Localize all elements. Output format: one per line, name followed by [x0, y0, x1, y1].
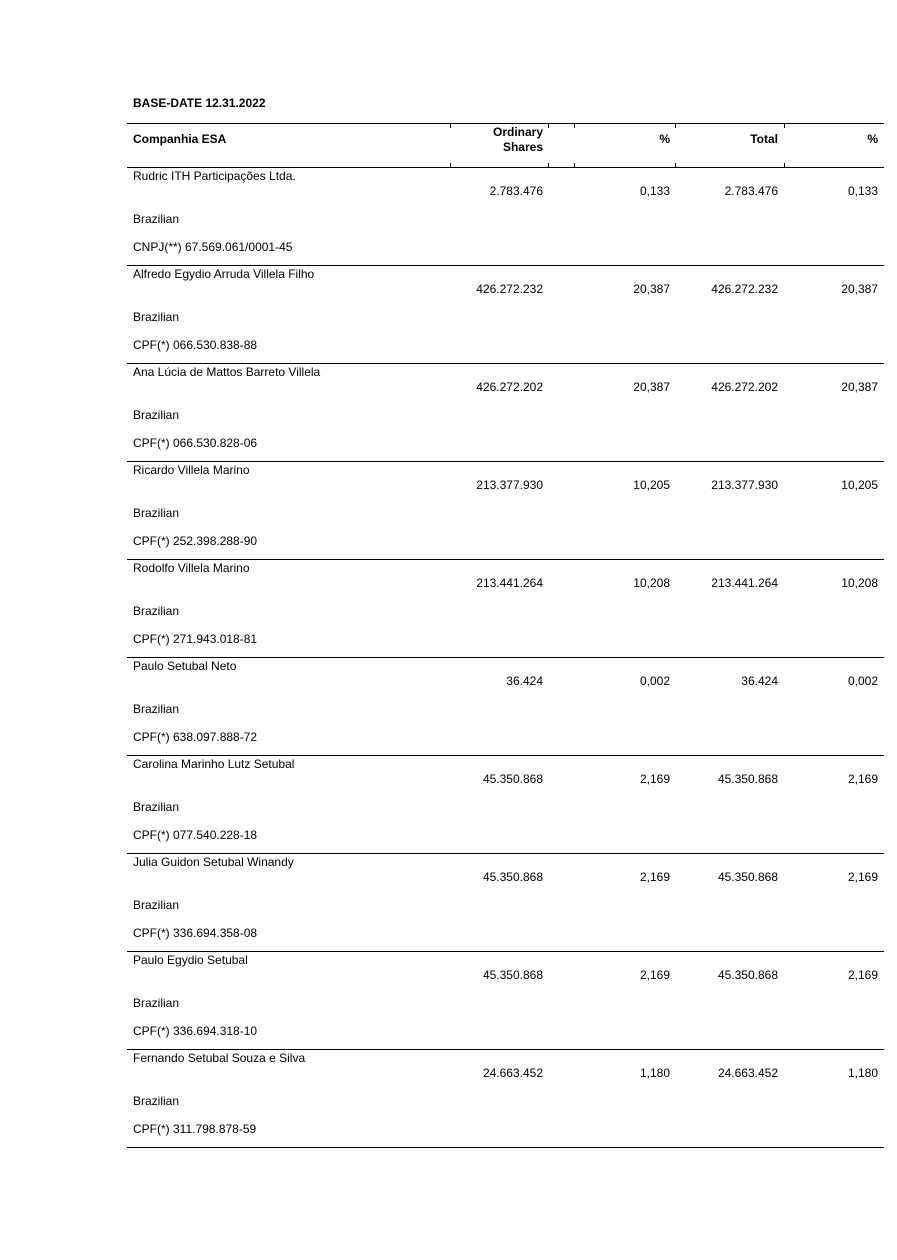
shareholder-name: Fernando Setubal Souza e Silva — [133, 1051, 306, 1065]
total-shares-value: 45.350.868 — [717, 968, 778, 982]
table-row — [127, 462, 884, 560]
ordinary-shares-value: 45.350.868 — [482, 772, 543, 786]
table-row — [127, 1050, 884, 1148]
shareholder-document: CPF(*) 066.530.828-06 — [133, 436, 258, 450]
shareholder-nationality: Brazilian — [133, 898, 180, 912]
ordinary-shares-value: 2.783.476 — [489, 184, 543, 198]
total-percent-value: 10,205 — [841, 478, 878, 492]
shareholder-nationality: Brazilian — [133, 996, 180, 1010]
header-company: Companhia ESA — [133, 132, 227, 146]
table-header — [127, 124, 884, 168]
total-percent-value: 1,180 — [847, 1066, 878, 1080]
table-row — [127, 952, 884, 1050]
shareholder-nationality: Brazilian — [133, 1094, 180, 1108]
shareholder-document: CPF(*) 066.530.838-88 — [133, 338, 258, 352]
table-row — [127, 854, 884, 952]
column-divider-tick — [784, 163, 785, 167]
ordinary-shares-value: 426.272.202 — [476, 380, 543, 394]
column-divider-tick — [548, 163, 549, 167]
shareholders-table — [127, 123, 884, 1148]
ordinary-percent-value: 0,002 — [639, 674, 670, 688]
shareholder-nationality: Brazilian — [133, 800, 180, 814]
shareholder-nationality: Brazilian — [133, 408, 180, 422]
shareholder-document: CPF(*) 336.694.358-08 — [133, 926, 258, 940]
shareholder-name: Ricardo Villela Marino — [133, 463, 250, 477]
ordinary-shares-value: 426.272.232 — [476, 282, 543, 296]
ordinary-percent-value: 10,208 — [633, 576, 670, 590]
shareholder-nationality: Brazilian — [133, 212, 180, 226]
table-row — [127, 560, 884, 658]
ordinary-percent-value: 2,169 — [639, 968, 670, 982]
shareholder-name: Ana Lúcia de Mattos Barreto Villela — [133, 365, 321, 379]
column-divider-tick — [450, 163, 451, 167]
table-row — [127, 364, 884, 462]
table-row — [127, 658, 884, 756]
shareholder-name: Carolina Marinho Lutz Setubal — [133, 757, 295, 771]
shareholder-document: CPF(*) 311.798.878-59 — [133, 1122, 257, 1136]
ordinary-shares-value: 36.424 — [506, 674, 543, 688]
table-body — [127, 168, 884, 1148]
ordinary-percent-value: 20,387 — [633, 282, 670, 296]
shareholder-nationality: Brazilian — [133, 506, 180, 520]
shareholder-document: CPF(*) 336.694.318-10 — [133, 1024, 258, 1038]
ordinary-shares-value: 213.377.930 — [476, 478, 543, 492]
total-percent-value: 2,169 — [847, 870, 878, 884]
total-shares-value: 213.441.264 — [711, 576, 778, 590]
shareholder-document: CPF(*) 638.097.888-72 — [133, 730, 258, 744]
header-percent-total: % — [867, 132, 878, 146]
shareholder-name: Julia Guidon Setubal Winandy — [133, 855, 294, 869]
shareholder-name: Alfredo Egydio Arruda Villela Filho — [133, 267, 315, 281]
column-divider-tick — [574, 124, 575, 128]
ordinary-percent-value: 2,169 — [639, 870, 670, 884]
shareholder-nationality: Brazilian — [133, 702, 180, 716]
column-divider-tick — [548, 124, 549, 128]
total-percent-value: 0,133 — [847, 184, 878, 198]
column-divider-tick — [784, 124, 785, 128]
column-divider-tick — [675, 124, 676, 128]
column-divider-tick — [574, 163, 575, 167]
header-ordinary-line2: Shares — [502, 140, 543, 154]
ordinary-shares-value: 45.350.868 — [482, 870, 543, 884]
total-shares-value: 24.663.452 — [717, 1066, 778, 1080]
header-percent-ordinary: % — [659, 132, 670, 146]
total-shares-value: 426.272.232 — [711, 282, 778, 296]
header-ordinary-shares — [423, 125, 543, 155]
total-percent-value: 20,387 — [841, 282, 878, 296]
shareholder-document: CPF(*) 252.398.288-90 — [133, 534, 258, 548]
total-percent-value: 0,002 — [847, 674, 878, 688]
shareholder-name: Paulo Setubal Neto — [133, 659, 237, 673]
shareholder-nationality: Brazilian — [133, 310, 180, 324]
table-row — [127, 756, 884, 854]
table-row — [127, 168, 884, 266]
ordinary-shares-value: 45.350.868 — [482, 968, 543, 982]
ordinary-shares-value: 24.663.452 — [482, 1066, 543, 1080]
ordinary-shares-value: 213.441.264 — [476, 576, 543, 590]
total-percent-value: 20,387 — [841, 380, 878, 394]
total-percent-value: 10,208 — [841, 576, 878, 590]
total-shares-value: 45.350.868 — [717, 772, 778, 786]
base-date-title: BASE-DATE 12.31.2022 — [133, 96, 266, 110]
shareholder-name: Rudric ITH Participações Ltda. — [133, 169, 296, 183]
shareholder-name: Rodolfo Villela Marino — [133, 561, 250, 575]
ordinary-percent-value: 2,169 — [639, 772, 670, 786]
shareholder-document: CPF(*) 271.943.018-81 — [133, 632, 258, 646]
shareholder-nationality: Brazilian — [133, 604, 180, 618]
ordinary-percent-value: 20,387 — [633, 380, 670, 394]
total-shares-value: 45.350.868 — [717, 870, 778, 884]
shareholder-document: CPF(*) 077.540.228-18 — [133, 828, 258, 842]
shareholder-document: CNPJ(**) 67.569.061/0001-45 — [133, 240, 293, 254]
header-total: Total — [750, 132, 778, 146]
total-shares-value: 36.424 — [741, 674, 778, 688]
total-percent-value: 2,169 — [847, 968, 878, 982]
total-shares-value: 213.377.930 — [711, 478, 778, 492]
table-row — [127, 266, 884, 364]
shareholder-name: Paulo Egydio Setubal — [133, 953, 248, 967]
total-shares-value: 2.783.476 — [724, 184, 778, 198]
ordinary-percent-value: 10,205 — [633, 478, 670, 492]
total-shares-value: 426.272.202 — [711, 380, 778, 394]
ordinary-percent-value: 1,180 — [639, 1066, 670, 1080]
total-percent-value: 2,169 — [847, 772, 878, 786]
header-ordinary-line1: Ordinary — [492, 125, 543, 139]
ordinary-percent-value: 0,133 — [639, 184, 670, 198]
column-divider-tick — [675, 163, 676, 167]
